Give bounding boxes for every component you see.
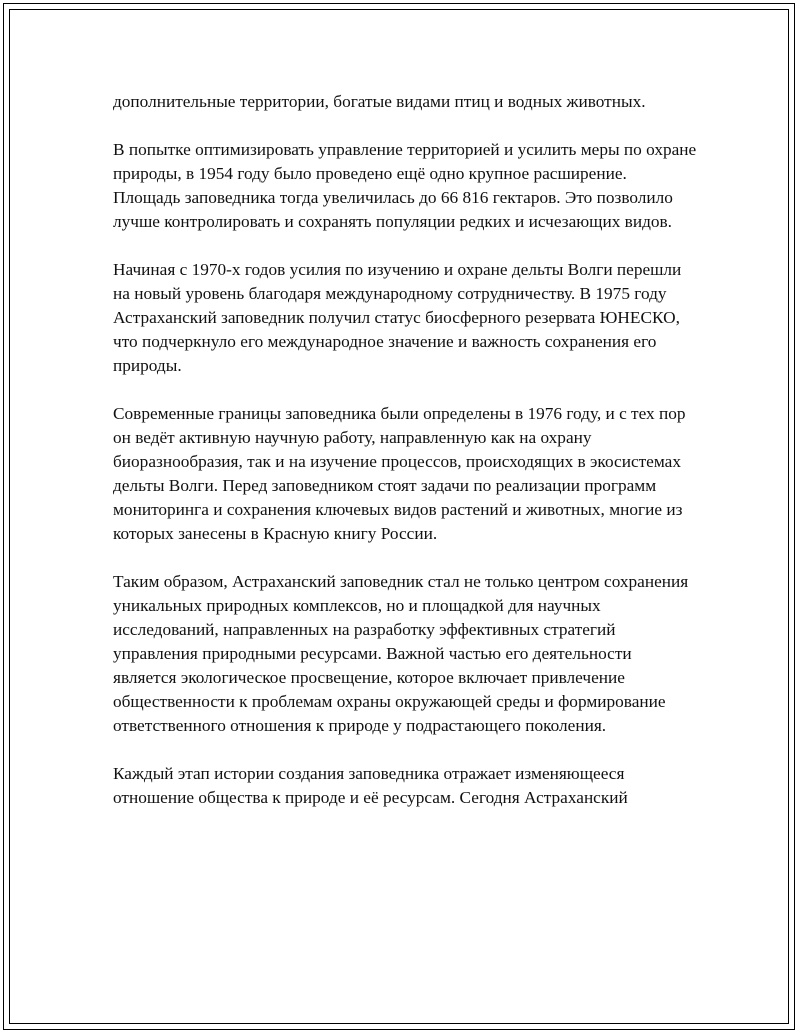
paragraph-5: Таким образом, Астраханский заповедник стал не только центром сохранения уникальных природных комплексов, но и площадкой для научных исследований, направленных на разработку эффективных стратегий управления природными ресурсами. Важной частью его деятельности является экологическое просвещение, которое включает привлечение общественности к проблемам охраны окружающей среды и формирование ответственного отношения к природе у подрастающего поколения. xyxy=(113,572,689,735)
paragraph-1: дополнительные территории, богатые видами птиц и водных животных. xyxy=(113,92,646,111)
paragraph-2: В попытке оптимизировать управление территорией и усилить меры по охране природы, в 1954 году было проведено ещё одно крупное расширение. Площадь заповедника тогда увеличилась до 66 816 гектаров. Это позволило лучше контролировать и сохранять популяции редких и исчезающих видов. xyxy=(113,140,697,231)
paragraph-3: Начиная с 1970-х годов усилия по изучению и охране дельты Волги перешли на новый уровень благодаря международному сотрудничеству. В 1975 году Астраханский заповедник получил статус биосферного резервата ЮНЕСКО, что подчеркнуло его международное значение и важность сохранения его природы. xyxy=(113,260,682,375)
document-body xyxy=(113,90,698,810)
paragraph-4: Современные границы заповедника были определены в 1976 году, и с тех пор он ведёт активную научную работу, направленную как на охрану биоразнообразия, так и на изучение процессов, происходящих в экосистемах дельты Волги. Перед заповедником стоят задачи по реализации программ мониторинга и сохранения ключевых видов растений и животных, многие из которых занесены в Красную книгу России. xyxy=(113,404,686,543)
paragraph-6: Каждый этап истории создания заповедника отражает изменяющееся отношение общества к природе и её ресурсам. Сегодня Астраханский xyxy=(113,764,628,807)
